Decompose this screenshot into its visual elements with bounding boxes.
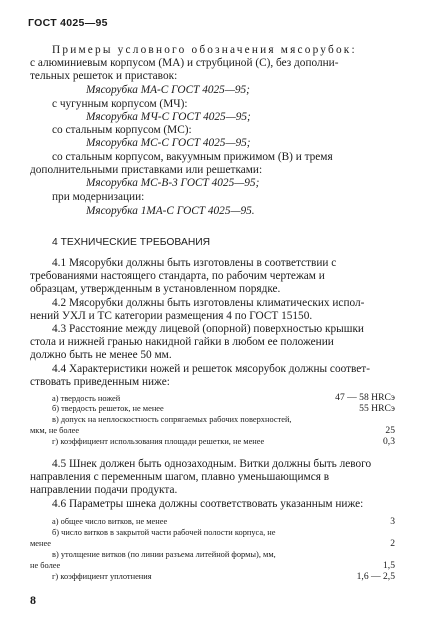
paragraph-4-4: 4.4 Характеристики ножей и решеток мясорубок должны соответ- <box>52 363 371 375</box>
spec-label: в) утолщение витков (по линии разъема литейной формы), мм, <box>52 550 276 559</box>
spec-value: 55 HRCэ <box>359 403 395 414</box>
examples-intro: Примеры условного обозначения мясорубок: <box>52 44 357 56</box>
designation-example: Мясорубка МА-С ГОСТ 4025—95; <box>86 84 250 96</box>
spec-label: не более <box>30 561 61 570</box>
paragraph-4-5: 4.5 Шнек должен быть однозаходным. Витки должны быть левого <box>52 458 372 470</box>
spec-label: а) твердость ножей <box>52 394 121 403</box>
spec-value: 0,3 <box>383 436 395 447</box>
spec-value: 3 <box>390 516 395 527</box>
spec-value: 47 — 58 HRCэ <box>335 392 395 403</box>
spec-value: 2 <box>390 538 395 549</box>
examples-intro-line: с алюминиевым корпусом (МА) и струбциной (С), без дополни- <box>30 57 339 69</box>
spec-value: 25 <box>385 425 395 436</box>
spec-value: 1,5 <box>383 560 395 571</box>
designation-example: Мясорубка МЧ-С ГОСТ 4025—95; <box>86 111 251 123</box>
spec-label: в) допуск на неплоскостность сопрягаемых рабочих поверхностей, <box>52 415 292 424</box>
paragraph-line: образцам, утвержденным в установленном порядке. <box>30 283 281 295</box>
spec-label: г) коэффициент использования площади решетки, не менее <box>52 437 265 446</box>
paragraph-4-6: 4.6 Параметры шнека должны соответствовать указанным ниже: <box>52 498 364 510</box>
document-header: ГОСТ 4025—95 <box>28 17 108 29</box>
examples-case: со стальным корпусом, вакуумным прижимом (В) и тремя <box>52 151 333 163</box>
spec-label: б) твердость решеток, не менее <box>52 404 164 413</box>
spec-value: 1,6 — 2,5 <box>356 571 395 582</box>
spec-label: г) коэффициент уплотнения <box>52 572 152 581</box>
examples-case: с чугунным корпусом (МЧ): <box>52 98 188 110</box>
paragraph-line: направлении подачи продукта. <box>30 484 178 496</box>
paragraph-4-1: 4.1 Мясорубки должны быть изготовлены в соответствии с <box>52 257 337 269</box>
paragraph-4-2: 4.2 Мясорубки должны быть изготовлены климатических испол- <box>52 297 365 309</box>
designation-example: Мясорубка МС-С ГОСТ 4025—95; <box>86 137 251 149</box>
paragraph-line: направления с переменным шагом, плавно уменьшающимся в <box>30 471 330 483</box>
spec-label: а) общее число витков, не менее <box>52 517 168 526</box>
examples-intro-line: тельных решеток и приставок: <box>30 70 178 82</box>
spec-label: мкм, не более <box>30 426 80 435</box>
paragraph-line: ствовать приведенным ниже: <box>30 376 170 388</box>
paragraph-line: нений УХЛ и ТС категории размещения 4 по ГОСТ 15150. <box>30 310 313 322</box>
spec-label: б) число витков в закрытой части рабочей полости корпуса, не <box>52 528 276 537</box>
spec-label: менее <box>30 539 51 548</box>
page-number: 8 <box>30 593 36 607</box>
designation-example: Мясорубка 1МА-С ГОСТ 4025—95. <box>86 205 255 217</box>
paragraph-4-3: 4.3 Расстояние между лицевой (опорной) поверхностью крышки <box>52 323 364 335</box>
designation-example: Мясорубка МС-В-3 ГОСТ 4025—95; <box>86 177 260 189</box>
paragraph-line: требованиями настоящего стандарта, по рабочим чертежам и <box>30 270 325 282</box>
examples-case-line: дополнительными приставками или решетками: <box>30 164 263 176</box>
paragraph-line: должно быть не менее 50 мм. <box>30 349 172 361</box>
examples-case: при модернизации: <box>52 191 145 203</box>
section-title: 4 ТЕХНИЧЕСКИЕ ТРЕБОВАНИЯ <box>52 237 211 248</box>
examples-case: со стальным корпусом (МС): <box>52 124 192 136</box>
paragraph-line: стола и нижней гранью накидной гайки в любом ее положении <box>30 336 334 348</box>
